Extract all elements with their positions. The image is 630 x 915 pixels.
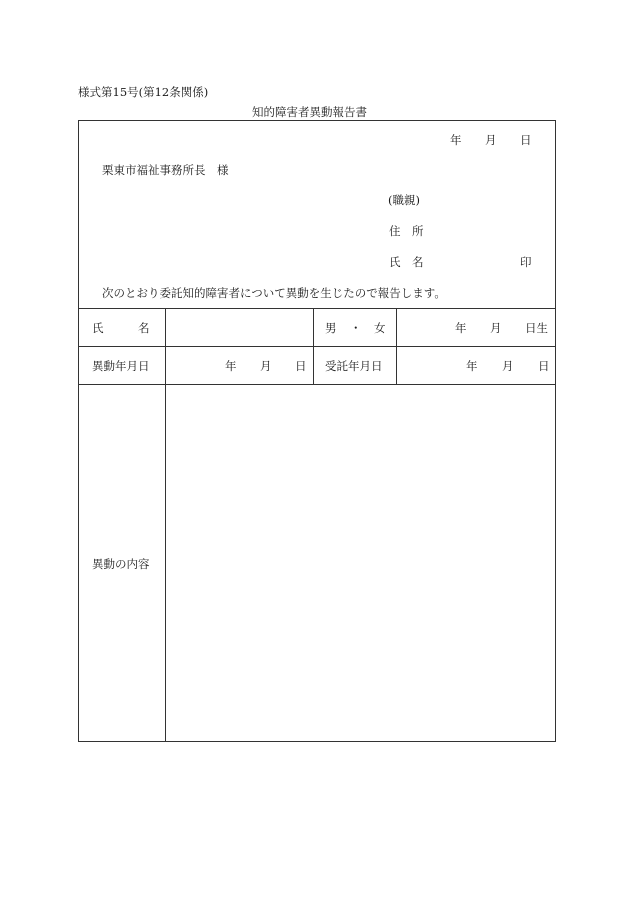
- gender-male: 男: [325, 321, 337, 335]
- report-statement: 次のとおり委託知的障害者について異動を生じたので報告します。: [102, 286, 446, 300]
- reporter-name-label: 氏 名: [389, 255, 424, 269]
- label-column-divider: [165, 308, 166, 742]
- change-date-month: 月: [260, 359, 272, 373]
- document-title: 知的障害者異動報告書: [252, 105, 367, 119]
- birth-month: 月: [490, 321, 502, 335]
- right-column-divider: [396, 308, 397, 384]
- change-content-label: 異動の内容: [92, 557, 150, 571]
- divider-row2: [78, 384, 556, 385]
- seal-mark: 印: [520, 255, 532, 269]
- report-date-day: 日: [520, 133, 532, 147]
- occupation-label: (職親): [388, 193, 420, 207]
- divider-upper: [78, 308, 556, 309]
- name-label-first: 氏: [92, 321, 104, 335]
- entrust-date-label: 受託年月日: [325, 359, 383, 373]
- report-date-month: 月: [485, 133, 497, 147]
- entrust-date-year: 年: [466, 359, 478, 373]
- entrust-date-month: 月: [502, 359, 514, 373]
- addressee: 栗東市福祉事務所長 様: [102, 163, 229, 177]
- address-label: 住 所: [389, 224, 424, 238]
- form-number: 様式第15号(第12条関係): [78, 85, 209, 99]
- report-date-year: 年: [450, 133, 462, 147]
- entrust-date-day: 日: [538, 359, 550, 373]
- divider-row1: [78, 346, 556, 347]
- birth-day: 日生: [525, 321, 548, 335]
- change-date-day: 日: [295, 359, 307, 373]
- form-table: [78, 120, 556, 742]
- change-date-year: 年: [225, 359, 237, 373]
- gender-separator: ・: [350, 321, 362, 335]
- birth-year: 年: [455, 321, 467, 335]
- gender-female: 女: [374, 321, 386, 335]
- name-label-second: 名: [138, 321, 150, 335]
- middle-column-divider: [313, 308, 314, 384]
- change-date-label: 異動年月日: [92, 359, 150, 373]
